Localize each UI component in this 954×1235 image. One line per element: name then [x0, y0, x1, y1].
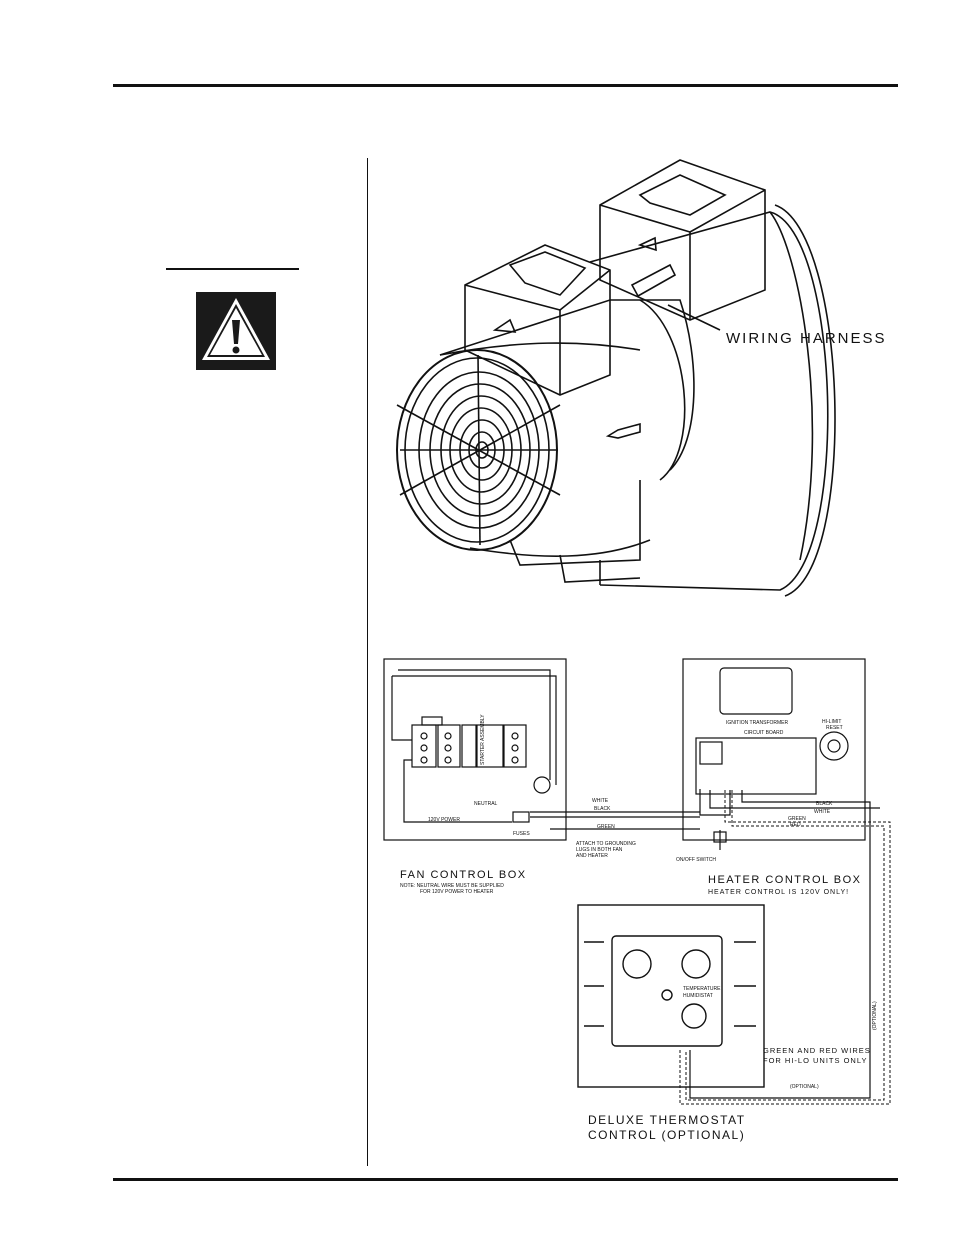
wire-white-2: WHITE [814, 809, 831, 815]
thermostat-note-1: GREEN AND RED WIRES [763, 1046, 871, 1055]
optional-label-mid: (OPTIONAL) [872, 1001, 878, 1030]
ground-note-1: ATTACH TO GROUNDING [576, 841, 636, 847]
wire-red: RED [790, 822, 801, 828]
fuses-label: FUSES [513, 831, 530, 837]
switch-label: ON/OFF SWITCH [676, 857, 716, 863]
wire-green: GREEN [597, 824, 615, 830]
circuit-label: CIRCUIT BOARD [744, 730, 784, 736]
thermostat-title-1: DELUXE THERMOSTAT [588, 1113, 746, 1127]
ground-note-3: AND HEATER [576, 853, 608, 859]
ignition-label: IGNITION TRANSFORMER [726, 720, 789, 726]
humidistat-label: HUMIDISTAT [683, 993, 713, 999]
fan-box-title: FAN CONTROL BOX [400, 869, 527, 881]
power-label: 120V POWER [428, 817, 460, 823]
ground-note-2: LUGS IN BOTH FAN [576, 847, 623, 853]
heater-box-subtitle: HEATER CONTROL IS 120V ONLY! [708, 889, 850, 896]
thermostat-note-2: FOR HI-LO UNITS ONLY [763, 1056, 868, 1065]
starter-label: STARTER ASSEMBLY [480, 714, 486, 765]
heater-control-box [683, 659, 865, 840]
wire-white: WHITE [592, 798, 609, 804]
fan-control-box [384, 659, 566, 840]
hilimit-label-2: RESET [826, 725, 843, 731]
neutral-label: NEUTRAL [474, 801, 498, 807]
thermostat-box [578, 905, 764, 1087]
hilimit-label-1: HI-LIMIT [822, 719, 842, 725]
optional-label-bottom: (OPTIONAL) [790, 1084, 819, 1090]
wire-green-2: GREEN [788, 816, 806, 822]
thermostat-title-2: CONTROL (OPTIONAL) [588, 1128, 746, 1142]
fan-note-1: NOTE: NEUTRAL WIRE MUST BE SUPPLIED [400, 883, 504, 889]
wiring-harness-label: WIRING HARNESS [726, 330, 887, 347]
fan-note-2: FOR 120V POWER TO HEATER [420, 889, 494, 895]
wire-black: BLACK [594, 806, 611, 812]
footer-rule [113, 1178, 898, 1181]
heater-box-title: HEATER CONTROL BOX [708, 874, 862, 886]
wire-black-2: BLACK [816, 801, 833, 807]
temperature-label: TEMPERATURE [683, 986, 721, 992]
